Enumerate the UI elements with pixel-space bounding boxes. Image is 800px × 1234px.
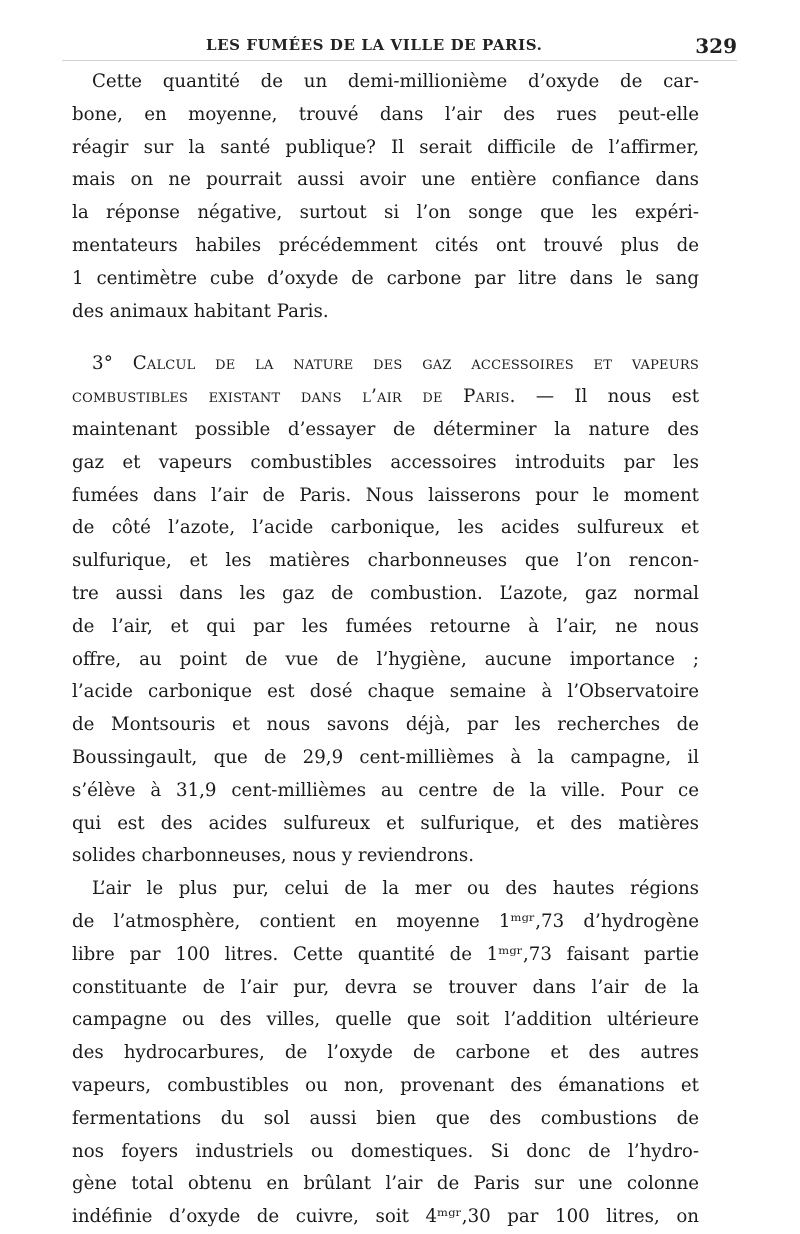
body-text (72, 66, 699, 1234)
text-line: 1 centimètre cube d’oxyde de carbone par litre dans le sang (72, 267, 699, 289)
text-line: l’acide carbonique est dosé chaque semaine à l’Observatoire (72, 681, 699, 703)
text-line: des animaux habitant Paris. (72, 300, 329, 322)
paragraph-3 (72, 873, 699, 1234)
text-line: nos foyers industriels ou domestiques. Si donc de l’hydro- (72, 1140, 699, 1162)
text-line: indéfinie d’oxyde de cuivre, soit 4ᵐᵍʳ,30 par 100 litres, on (72, 1206, 699, 1228)
text-line: gène total obtenu en brûlant l’air de Paris sur une colonne (72, 1173, 699, 1195)
page-header (62, 36, 737, 61)
section-heading: 3° Calcul de la nature des gaz accessoires et vapeurs (92, 353, 699, 375)
text-line: campagne ou des villes, quelle que soit l’addition ultérieure (72, 1009, 699, 1031)
running-title: LES FUMÉES DE LA VILLE DE PARIS. (206, 36, 543, 54)
text-line: fermentations du sol aussi bien que des combustions de (72, 1107, 699, 1129)
text-line: gaz et vapeurs combustibles accessoires introduits par les (72, 451, 699, 473)
text-line: qui est des acides sulfureux et sulfurique, et des matières (72, 812, 699, 834)
text-line: tre aussi dans les gaz de combustion. L’azote, gaz normal (72, 582, 699, 604)
text-line: bone, en moyenne, trouvé dans l’air des rues peut-elle (72, 103, 699, 125)
text-line: constituante de l’air pur, devra se trouver dans l’air de la (72, 976, 699, 998)
text-line: s’élève à 31,9 cent-millièmes au centre de la ville. Pour ce (72, 779, 699, 801)
text-line: Boussingault, que de 29,9 cent-millièmes à la campagne, il (72, 746, 699, 768)
text-line: de l’air, et qui par les fumées retourne à l’air, ne nous (72, 615, 699, 637)
text-line: des hydrocarbures, de l’oxyde de carbone et des autres (72, 1042, 699, 1064)
paragraph-1 (72, 66, 699, 328)
text-line: réagir sur la santé publique? Il serait difficile de l’affirmer, (72, 136, 699, 158)
text-line: de l’atmosphère, contient en moyenne 1ᵐᵍʳ,73 d’hydrogène (72, 910, 699, 932)
section-heading-label: combustibles existant dans l’air de Paris. (72, 386, 516, 408)
text-line: la réponse négative, surtout si l’on songe que les expéri- (72, 202, 699, 224)
text-line: maintenant possible d’essayer de déterminer la nature des (72, 418, 699, 440)
section-3 (72, 348, 699, 873)
text-line: Cette quantité de un demi-millionième d’oxyde de car- (92, 71, 699, 92)
section-heading-line-2 (72, 381, 699, 414)
text-line: solides charbonneuses, nous y reviendrons. (72, 845, 475, 867)
section-gap (72, 328, 699, 348)
text-line: mais on ne pourrait aussi avoir une entière confiance dans (72, 169, 699, 191)
text-line: de Montsouris et nous savons déjà, par les recherches de (72, 714, 699, 736)
text-line: fumées dans l’air de Paris. Nous laisserons pour le moment (72, 484, 699, 506)
text-line: mentateurs habiles précédemment cités ont trouvé plus de (72, 234, 699, 256)
text-line: sulfurique, et les matières charbonneuses que l’on rencon- (72, 550, 699, 572)
text-line: libre par 100 litres. Cette quantité de 1ᵐᵍʳ,73 faisant partie (72, 943, 699, 965)
text-line: vapeurs, combustibles ou non, provenant des émanations et (72, 1074, 699, 1096)
text-line: L’air le plus pur, celui de la mer ou des hautes régions (92, 878, 699, 900)
text-fragment: — Il nous est (535, 386, 699, 408)
text-line: offre, au point de vue de l’hygiène, aucune importance ; (72, 648, 699, 670)
page-number: 329 (695, 34, 737, 58)
text-line: de côté l’azote, l’acide carbonique, les acides sulfureux et (72, 517, 699, 539)
